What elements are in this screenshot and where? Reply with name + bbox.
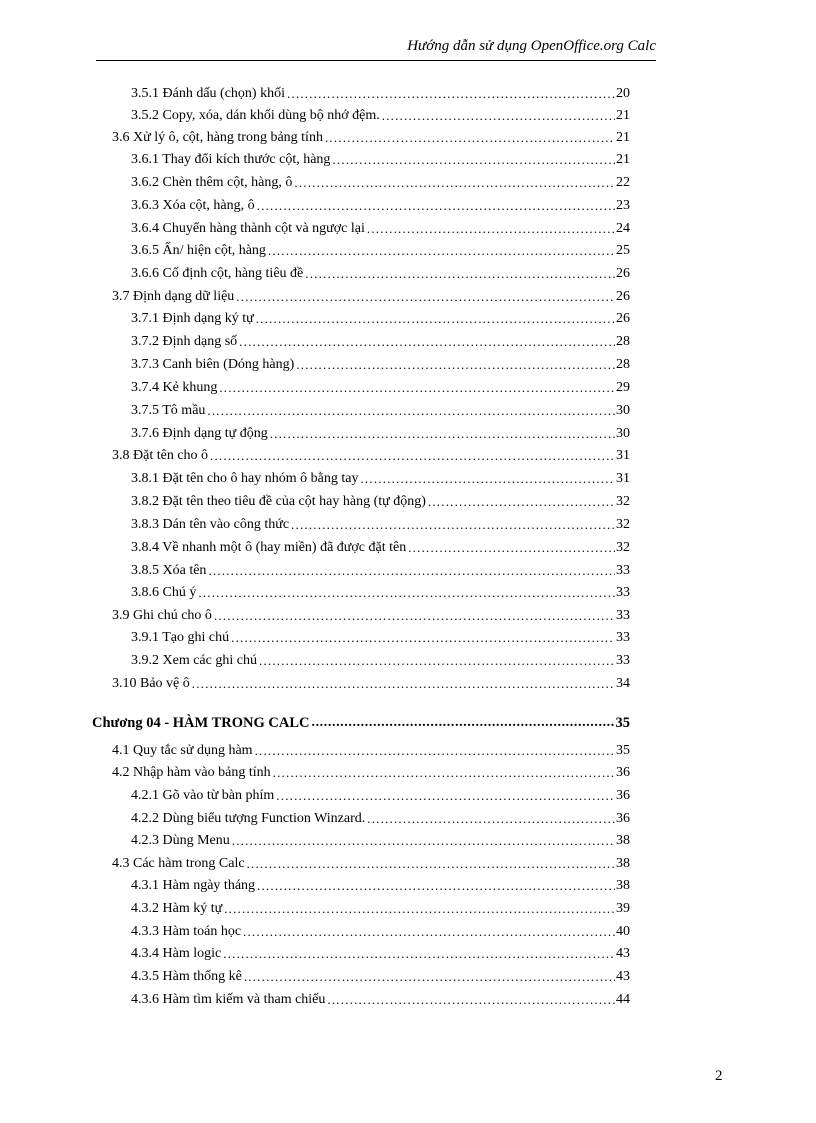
toc-entry-page: 33 <box>616 608 630 623</box>
toc-entry-title: 3.7.6 Định dạng tự động <box>131 426 268 441</box>
toc-entry-page: 40 <box>616 924 630 939</box>
toc-entry-page: 43 <box>616 969 630 984</box>
toc-entry-page: 32 <box>616 540 630 555</box>
toc-entry-page: 21 <box>616 152 630 167</box>
toc-entry-page: 33 <box>616 585 630 600</box>
toc-dot-leader <box>232 831 615 851</box>
toc-dot-leader <box>224 899 615 919</box>
toc-entry <box>131 219 630 239</box>
toc-entry <box>131 922 630 942</box>
toc-entry-title: 3.6.2 Chèn thêm cột, hàng, ô <box>131 175 293 190</box>
toc-dot-leader <box>276 786 615 806</box>
toc-dot-leader <box>268 241 615 261</box>
toc-entry-title: 4.1 Quy tắc sử dụng hàm <box>112 743 253 758</box>
toc-dot-leader <box>214 606 615 626</box>
toc-entry-title: 4.3.3 Hàm toán học <box>131 924 242 939</box>
toc-entry-title: 4.2.1 Gõ vào từ bàn phím <box>131 788 275 803</box>
toc-entry-page: 33 <box>616 563 630 578</box>
toc-entry-title: 3.6.1 Thay đổi kích thước cột, hàng <box>131 152 331 167</box>
toc-entry-page: 43 <box>616 946 630 961</box>
toc-dot-leader <box>244 967 615 987</box>
toc-dot-leader <box>360 469 615 489</box>
toc-entry-title: 3.7.3 Canh biên (Dóng hàng) <box>131 357 295 372</box>
toc-entry <box>112 287 630 307</box>
toc-entry <box>131 990 630 1010</box>
toc-entry <box>131 967 630 987</box>
toc-entry-page: 20 <box>616 86 630 101</box>
toc-dot-leader <box>198 583 615 603</box>
toc-dot-leader <box>257 196 615 216</box>
toc-entry <box>112 606 630 626</box>
toc-entry-page: 33 <box>616 653 630 668</box>
toc-entry <box>112 854 630 874</box>
toc-entry-title: 3.8.3 Dán tên vào công thức <box>131 517 290 532</box>
toc-dot-leader <box>294 173 615 193</box>
toc-entry-title: 4.3.6 Hàm tìm kiếm và tham chiếu <box>131 992 326 1007</box>
toc-entry-page: 26 <box>616 311 630 326</box>
toc-entry-page: 25 <box>616 243 630 258</box>
toc-entry <box>112 763 630 783</box>
toc-entry-page: 38 <box>616 856 630 871</box>
toc-dot-leader <box>256 309 615 329</box>
toc-entry-title: 3.5.1 Đánh dấu (chọn) khối <box>131 86 285 101</box>
toc-entry <box>131 899 630 919</box>
toc-entry-title: 3.6.6 Cố định cột, hàng tiêu đề <box>131 266 304 281</box>
toc-entry-title: 4.3.4 Hàm logic <box>131 946 222 961</box>
toc-dot-leader <box>270 424 615 444</box>
toc-dot-leader <box>367 219 615 239</box>
toc-entry-page: 39 <box>616 901 630 916</box>
toc-entry <box>131 809 630 829</box>
toc-entry-title: 3.8.2 Đặt tên theo tiêu đề của cột hay hàng (tự động) <box>131 494 426 509</box>
toc-entry-page: 31 <box>616 448 630 463</box>
toc-entry <box>131 401 630 421</box>
toc-chapter-entry <box>92 713 630 733</box>
toc-entry <box>131 84 630 104</box>
toc-entry-page: 22 <box>616 175 630 190</box>
toc-entry-title: Chương 04 - HÀM TRONG CALC <box>92 715 310 731</box>
toc-entry-page: 38 <box>616 878 630 893</box>
toc-dot-leader <box>327 990 615 1010</box>
toc-entry-title: 4.3 Các hàm trong Calc <box>112 856 245 871</box>
toc-dot-leader <box>236 287 615 307</box>
toc-entry-title: 4.3.1 Hàm ngày tháng <box>131 878 256 893</box>
toc-entry <box>131 944 630 964</box>
toc-entry <box>131 876 630 896</box>
toc-dot-leader <box>287 84 615 104</box>
toc-entry <box>131 831 630 851</box>
toc-entry <box>112 741 630 761</box>
toc-entry-title: 3.5.2 Copy, xóa, dán khối dùng bộ nhớ đệm. <box>131 108 380 123</box>
toc-entry-title: 3.8.4 Về nhanh một ô (hay miền) đã được đặt tên <box>131 540 407 555</box>
toc-dot-leader <box>210 446 615 466</box>
toc-dot-leader <box>408 538 615 558</box>
toc-entry <box>131 538 630 558</box>
toc-entry-title: 4.2 Nhập hàm vào bảng tính <box>112 765 271 780</box>
toc-entry <box>131 332 630 352</box>
toc-entry <box>131 309 630 329</box>
toc-dot-leader <box>239 332 615 352</box>
toc-entry <box>131 628 630 648</box>
toc-dot-leader <box>273 763 615 783</box>
toc-entry <box>131 651 630 671</box>
toc-entry-page: 29 <box>616 380 630 395</box>
toc-dot-leader <box>257 876 615 896</box>
toc-entry-page: 31 <box>616 471 630 486</box>
toc-entry <box>131 355 630 375</box>
toc-entry <box>131 469 630 489</box>
toc-entry-title: 3.9.1 Tạo ghi chú <box>131 630 230 645</box>
toc-entry-title: 3.10 Bảo vệ ô <box>112 676 190 691</box>
toc-entry-title: 3.7.5 Tô mầu <box>131 403 206 418</box>
toc-entry <box>112 674 630 694</box>
toc-entry-page: 36 <box>616 788 630 803</box>
toc-dot-leader <box>223 944 615 964</box>
toc-entry-title: 3.8.6 Chú ý <box>131 585 197 600</box>
toc-entry-page: 23 <box>616 198 630 213</box>
toc-entry <box>131 515 630 535</box>
toc-dot-leader <box>296 355 615 375</box>
toc-entry-title: 3.8.1 Đặt tên cho ô hay nhóm ô bằng tay <box>131 471 359 486</box>
toc-entry-page: 36 <box>616 765 630 780</box>
toc-entry <box>131 173 630 193</box>
toc-entry-page: 30 <box>616 426 630 441</box>
toc-entry-title: 3.8.5 Xóa tên <box>131 563 207 578</box>
toc-entry-page: 28 <box>616 357 630 372</box>
toc-dot-leader <box>207 401 615 421</box>
toc-entry-title: 4.3.2 Hàm ký tự <box>131 901 223 916</box>
toc-entry-page: 21 <box>616 130 630 145</box>
toc-dot-leader <box>305 264 615 284</box>
toc-dot-leader <box>219 378 615 398</box>
toc-entry <box>131 241 630 261</box>
page-number: 2 <box>715 1068 723 1084</box>
toc-dot-leader <box>311 713 614 733</box>
header-rule <box>96 60 656 61</box>
toc-entry <box>131 583 630 603</box>
toc-entry <box>131 264 630 284</box>
toc-dot-leader <box>208 561 615 581</box>
toc-entry <box>131 786 630 806</box>
toc-entry-title: 4.2.2 Dùng biểu tượng Function Winzard. <box>131 811 366 826</box>
toc-entry <box>112 128 630 148</box>
toc-entry <box>131 378 630 398</box>
toc-entry <box>131 492 630 512</box>
toc-entry-page: 26 <box>616 289 630 304</box>
toc-entry-page: 32 <box>616 494 630 509</box>
toc-entry-title: 3.7 Định dạng dữ liệu <box>112 289 235 304</box>
toc-entry <box>131 196 630 216</box>
toc-entry-title: 3.7.1 Định dạng ký tự <box>131 311 254 326</box>
toc-entry-title: 3.6.5 Ẩn/ hiện cột, hàng <box>131 243 266 258</box>
toc-dot-leader <box>332 150 615 170</box>
toc-entry-page: 38 <box>616 833 630 848</box>
toc-dot-leader <box>291 515 615 535</box>
toc-dot-leader <box>367 809 615 829</box>
toc-entry-page: 35 <box>615 715 630 731</box>
toc-entry-title: 4.3.5 Hàm thống kê <box>131 969 242 984</box>
toc-entry-page: 24 <box>616 221 630 236</box>
toc-dot-leader <box>259 651 615 671</box>
toc-entry-page: 28 <box>616 334 630 349</box>
toc-entry-page: 44 <box>616 992 630 1007</box>
toc-entry-title: 3.7.4 Kẻ khung <box>131 380 218 395</box>
toc-entry-title: 3.6 Xử lý ô, cột, hàng trong bảng tính <box>112 130 323 145</box>
toc-entry <box>131 150 630 170</box>
toc-dot-leader <box>247 854 615 874</box>
toc-entry-title: 4.2.3 Dùng Menu <box>131 833 230 848</box>
toc-entry-title: 3.6.4 Chuyển hàng thành cột và ngược lại <box>131 221 365 236</box>
toc-entry-page: 26 <box>616 266 630 281</box>
toc-entry-page: 32 <box>616 517 630 532</box>
toc-entry-page: 35 <box>616 743 630 758</box>
toc-entry <box>131 561 630 581</box>
toc-dot-leader <box>325 128 615 148</box>
toc-entry-page: 36 <box>616 811 630 826</box>
toc-entry-title: 3.9.2 Xem các ghi chú <box>131 653 257 668</box>
toc-entry-page: 21 <box>616 108 630 123</box>
toc-entry <box>131 424 630 444</box>
toc-dot-leader <box>192 674 615 694</box>
toc-entry-page: 30 <box>616 403 630 418</box>
toc-dot-leader <box>428 492 615 512</box>
toc-entry-title: 3.7.2 Định dạng số <box>131 334 238 349</box>
toc-dot-leader <box>231 628 615 648</box>
toc-entry-title: 3.9 Ghi chú cho ô <box>112 608 212 623</box>
toc-entry <box>112 446 630 466</box>
toc-entry-page: 34 <box>616 676 630 691</box>
toc-entry-title: 3.6.3 Xóa cột, hàng, ô <box>131 198 255 213</box>
toc-dot-leader <box>243 922 615 942</box>
toc-entry <box>131 106 630 126</box>
toc-dot-leader <box>382 106 615 126</box>
running-header: Hướng dẫn sử dụng OpenOffice.org Calc <box>407 38 656 54</box>
toc-entry-title: 3.8 Đặt tên cho ô <box>112 448 209 463</box>
toc-entry-page: 33 <box>616 630 630 645</box>
toc-dot-leader <box>255 741 615 761</box>
